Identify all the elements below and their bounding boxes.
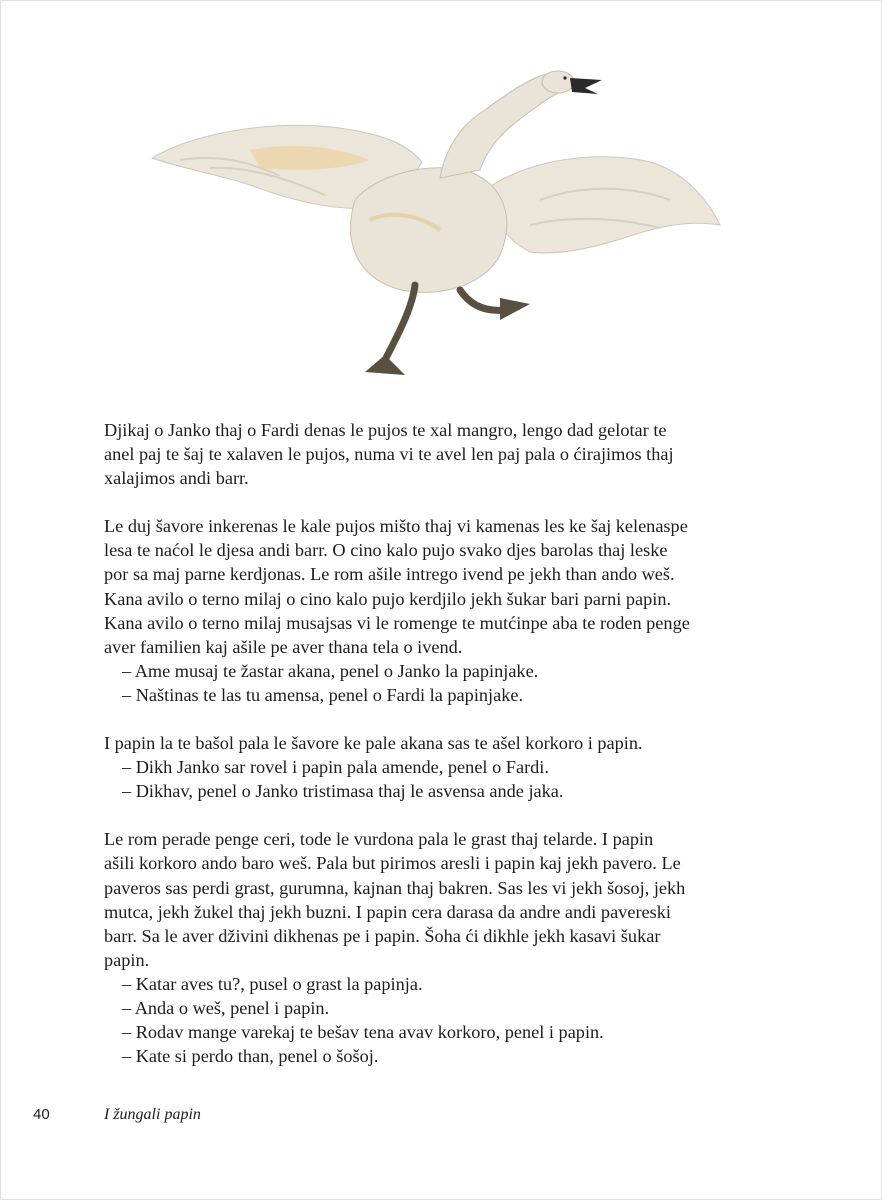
text-line: Kana avilo o terno milaj musajsas vi le romenge te mutćinpe aba te roden penge [104, 612, 690, 633]
dialog-line: – Katar aves tu?, pusel o grast la papinja. [122, 973, 423, 994]
text-line: barr. Sa le aver dživini dikhenas pe i papin. Šoha ći dikhle jekh kasavi šukar [104, 925, 661, 946]
swan-body [351, 168, 507, 293]
text-line: I papin la te bašol pala le šavore ke pale akana sas te ašel korkoro i papin. [104, 733, 643, 754]
paragraph-2 [104, 514, 784, 707]
dialog-line: – Dikhav, penel o Janko tristimasa thaj le asvensa ande jaka. [122, 781, 564, 802]
text-line: papin. [104, 949, 150, 970]
text-line: por sa maj parne kerdjonas. Le rom ašile intrego ivend pe jekh than ando weš. [104, 564, 675, 585]
text-line: xalajimos andi barr. [104, 468, 249, 489]
text-line: aver familien kaj ašile pe aver thana tela o ivend. [104, 636, 463, 657]
paragraph-4 [104, 827, 784, 1068]
paragraph-1 [104, 418, 784, 490]
page-number: 40 [33, 1106, 50, 1123]
text-line: Le rom perade penge ceri, tode le vurdona pala le grast thaj telarde. I papin [104, 829, 654, 850]
swan-illustration [140, 50, 740, 410]
swan-right-foot [365, 355, 405, 375]
dialog-line: – Naštinas te las tu amensa, penel o Fardi la papinjake. [122, 684, 524, 705]
dialog-line: – Rodav mange varekaj te bešav tena avav korkoro, penel i papin. [122, 1022, 604, 1043]
book-title: I žungali papin [104, 1106, 201, 1123]
swan-left-leg [460, 290, 505, 310]
text-line: paveros sas perdi grast, gurumna, kajnan thaj bakren. Sas les vi jekh šosoj, jekh [104, 877, 686, 898]
text-line: Kana avilo o terno milaj o cino kalo pujo kerdjilo jekh šukar bari parni papin. [104, 588, 672, 609]
dialog-line: – Anda o weš, penel i papin. [122, 997, 330, 1018]
text-line: anel paj te šaj te xalaven le pujos, numa vi te avel len paj pala o ćirajimos thaj [104, 444, 674, 465]
swan-right-wing [485, 157, 720, 253]
paragraph-3 [104, 731, 784, 803]
story-text [104, 418, 784, 1092]
swan-beak [570, 78, 602, 94]
text-line: Le duj šavore inkerenas le kale pujos mišto thaj vi kamenas les ke šaj kelenaspe [104, 516, 688, 537]
text-line: Djikaj o Janko thaj o Fardi denas le pujos te xal mangro, lengo dad gelotar te [104, 420, 667, 440]
dialog-line: – Kate si perdo than, penel o šošoj. [122, 1046, 379, 1067]
dialog-line: – Dikh Janko sar rovel i papin pala amende, penel o Fardi. [122, 757, 549, 778]
swan-head [542, 71, 574, 93]
text-line: ašili korkoro ando baro weš. Pala but pirimos aresli i papin kaj jekh pavero. Le [104, 853, 681, 874]
swan-left-foot [500, 298, 530, 320]
dialog-line: – Ame musaj te žastar akana, penel o Janko la papinjake. [122, 660, 539, 681]
swan-right-leg [385, 285, 415, 360]
text-line: lesa te naćol le djesa andi barr. O cino kalo pujo svako djes barolas thaj leske [104, 540, 668, 561]
text-line: mutca, jekh žukel thaj jekh buzni. I papin cera darasa da andre andi pavereski [104, 901, 671, 922]
